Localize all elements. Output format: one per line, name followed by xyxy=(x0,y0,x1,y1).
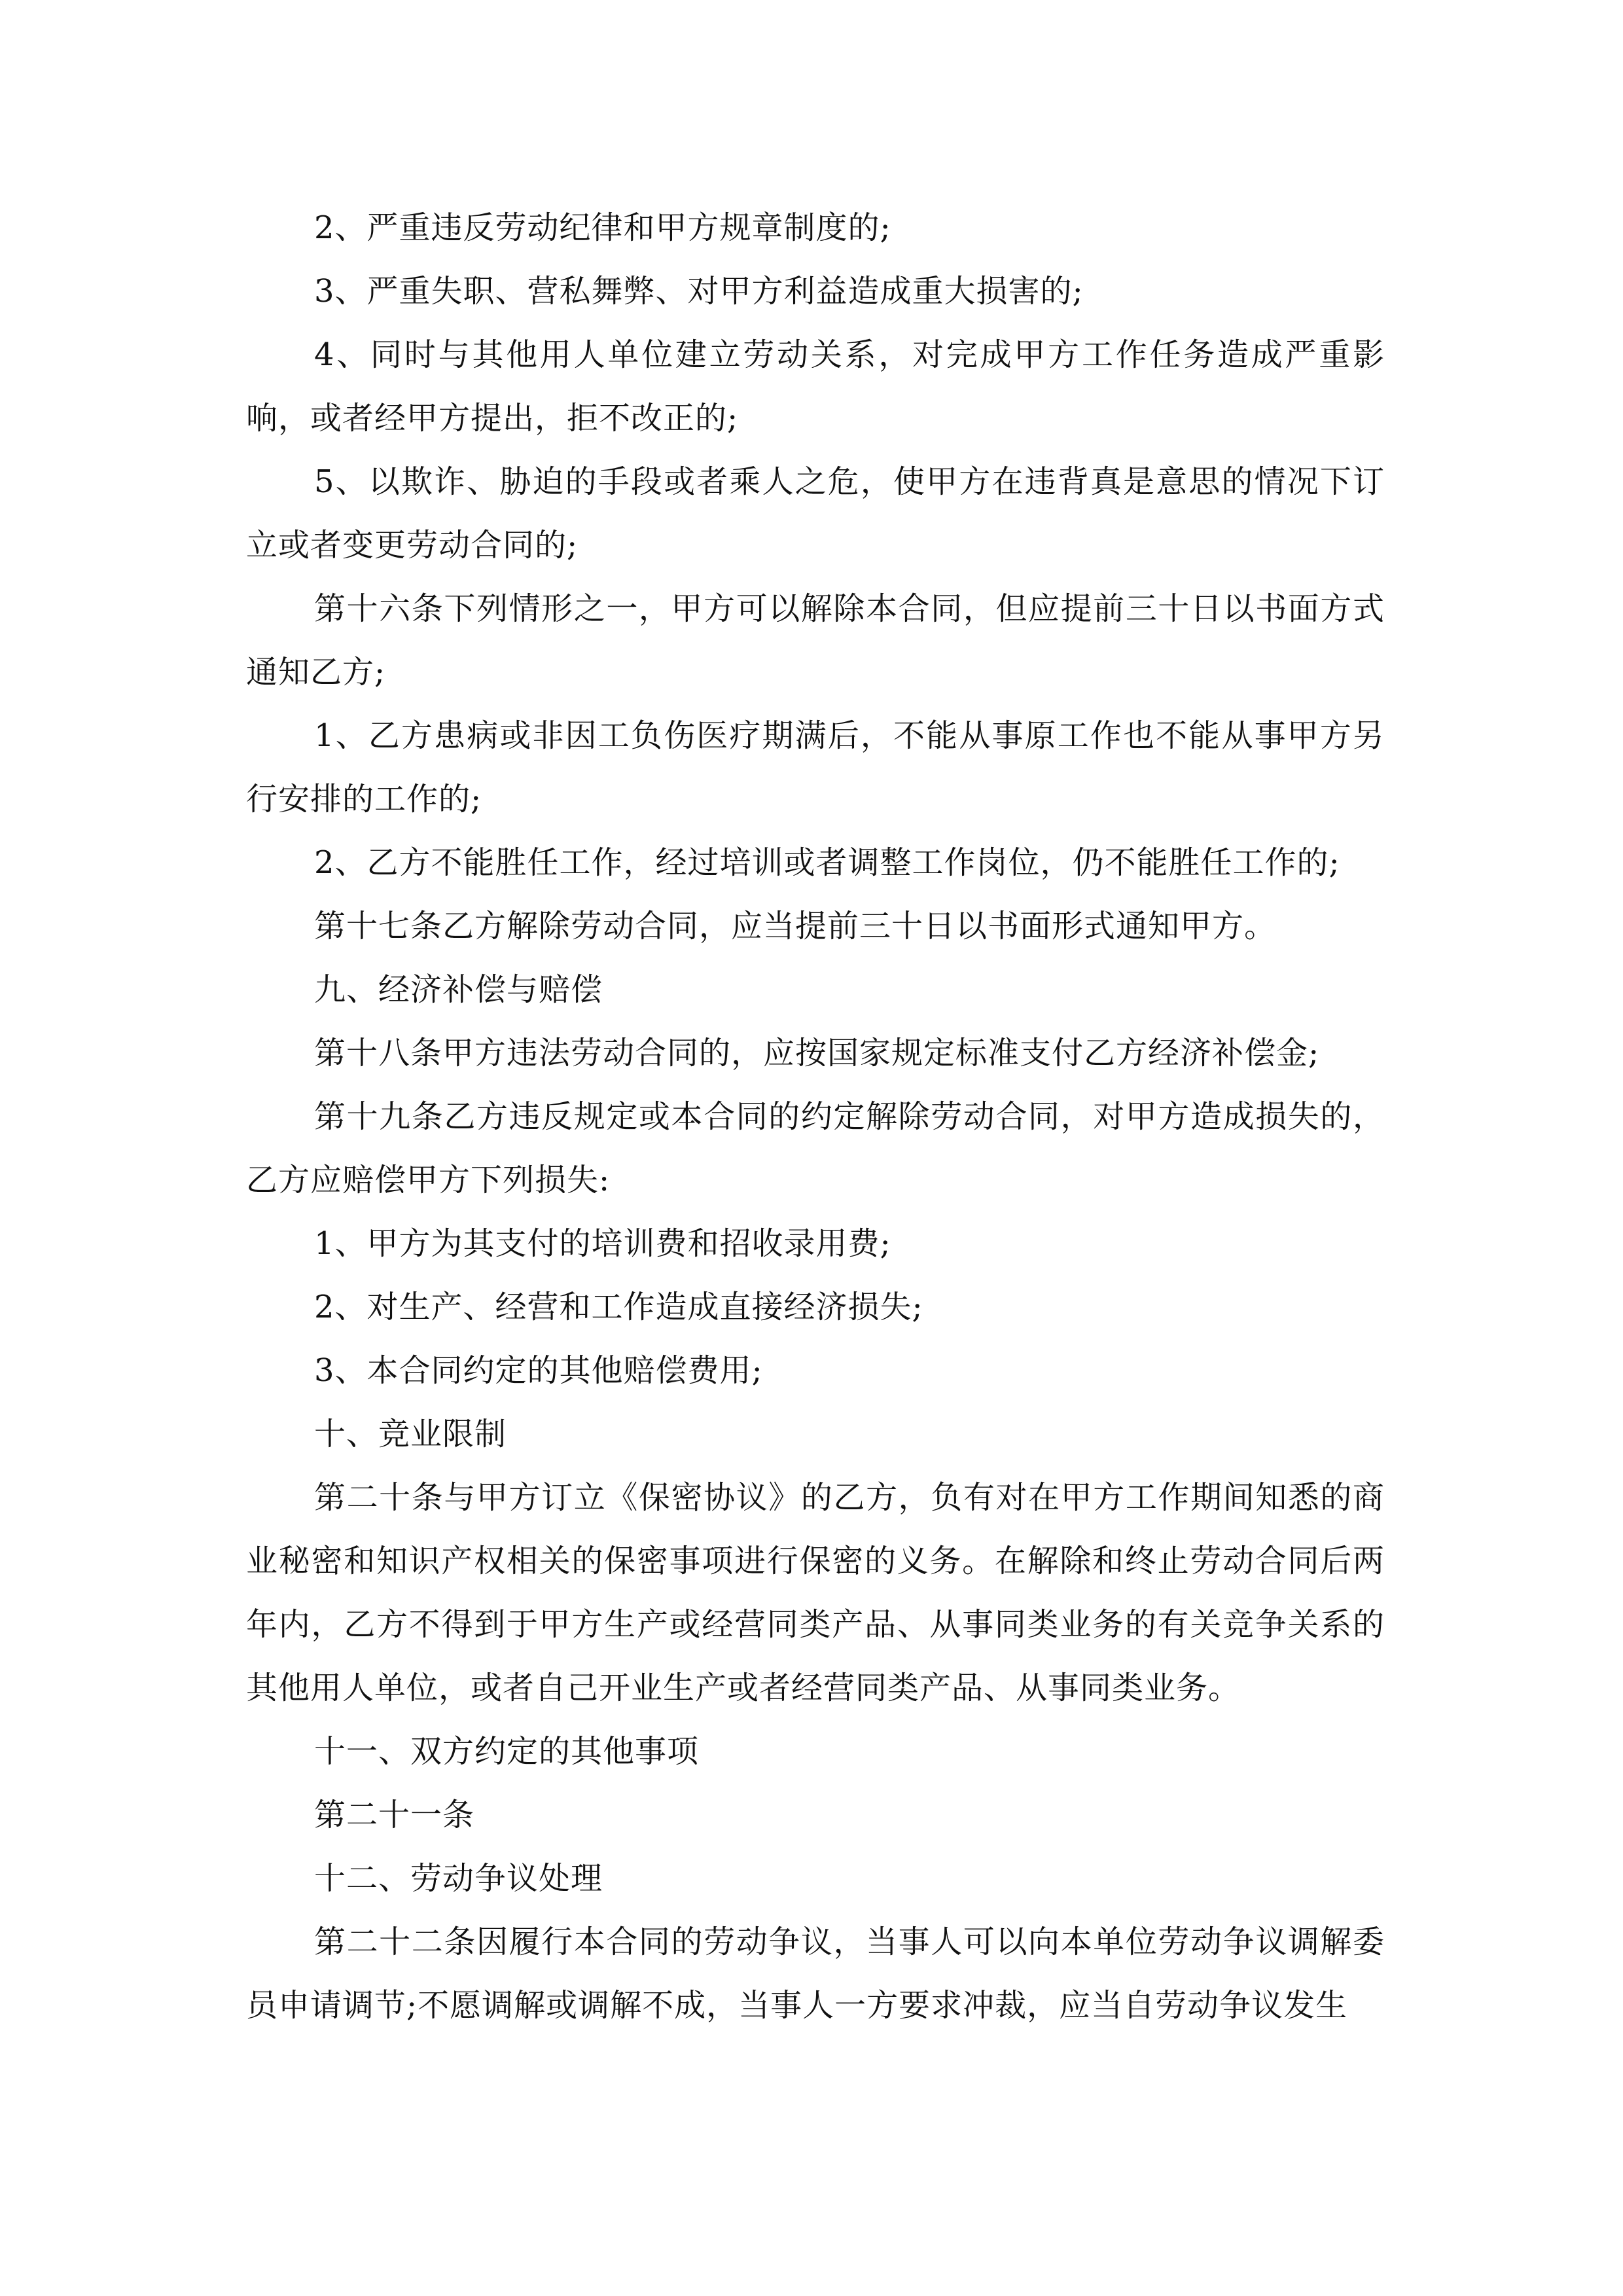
document-body xyxy=(246,196,1385,2037)
paragraph-article-19-item-2: 2、对生产、经营和工作造成直接经济损失; xyxy=(314,1289,923,1325)
section-heading-10: 十、竞业限制 xyxy=(314,1416,507,1452)
section-heading-9: 九、经济补偿与赔偿 xyxy=(314,971,603,1008)
paragraph-article-16-item-1: 1、乙方患病或非因工负伤医疗期满后，不能从事原工作也不能从事甲方另行安排的工作的; xyxy=(246,717,1385,817)
paragraph-article-19-item-1: 1、甲方为其支付的培训费和招收录用费; xyxy=(314,1225,891,1262)
paragraph-clause-2: 2、严重违反劳动纪律和甲方规章制度的; xyxy=(314,209,891,246)
paragraph-article-19-item-3: 3、本合同约定的其他赔偿费用; xyxy=(314,1352,763,1389)
paragraph-article-18: 第十八条甲方违法劳动合同的，应按国家规定标准支付乙方经济补偿金; xyxy=(314,1035,1320,1071)
paragraph-article-22: 第二十二条因履行本合同的劳动争议，当事人可以向本单位劳动争议调解委员申请调节;不愿调解或调解不成，当事人一方要求冲裁，应当自劳动争议发生 xyxy=(246,1924,1385,2024)
paragraph-article-20: 第二十条与甲方订立《保密协议》的乙方，负有对在甲方工作期间知悉的商业秘密和知识产权相关的保密事项进行保密的义务。在解除和终止劳动合同后两年内，乙方不得到于甲方生产或经营同类产品、从事同类业务的有关竞争关系的其他用人单位，或者自己开业生产或者经营同类产品、从事同类业务。 xyxy=(246,1479,1385,1706)
paragraph-clause-5: 5、以欺诈、胁迫的手段或者乘人之危，使甲方在违背真是意思的情况下订立或者变更劳动合同的; xyxy=(246,463,1385,564)
paragraph-article-16: 第十六条下列情形之一，甲方可以解除本合同，但应提前三十日以书面方式通知乙方; xyxy=(246,590,1385,691)
paragraph-clause-3: 3、严重失职、营私舞弊、对甲方利益造成重大损害的; xyxy=(314,273,1084,310)
paragraph-article-21: 第二十一条 xyxy=(314,1797,475,1833)
paragraph-article-17: 第十七条乙方解除劳动合同，应当提前三十日以书面形式通知甲方。 xyxy=(314,908,1277,944)
section-heading-12: 十二、劳动争议处理 xyxy=(314,1860,603,1897)
paragraph-article-16-item-2: 2、乙方不能胜任工作，经过培训或者调整工作岗位，仍不能胜任工作的; xyxy=(314,844,1340,881)
paragraph-clause-4: 4、同时与其他用人单位建立劳动关系，对完成甲方工作任务造成严重影响，或者经甲方提出，拒不改正的; xyxy=(246,336,1385,437)
paragraph-article-19: 第十九条乙方违反规定或本合同的约定解除劳动合同，对甲方造成损失的，乙方应赔偿甲方下列损失: xyxy=(246,1098,1385,1198)
section-heading-11: 十一、双方约定的其他事项 xyxy=(314,1733,700,1770)
